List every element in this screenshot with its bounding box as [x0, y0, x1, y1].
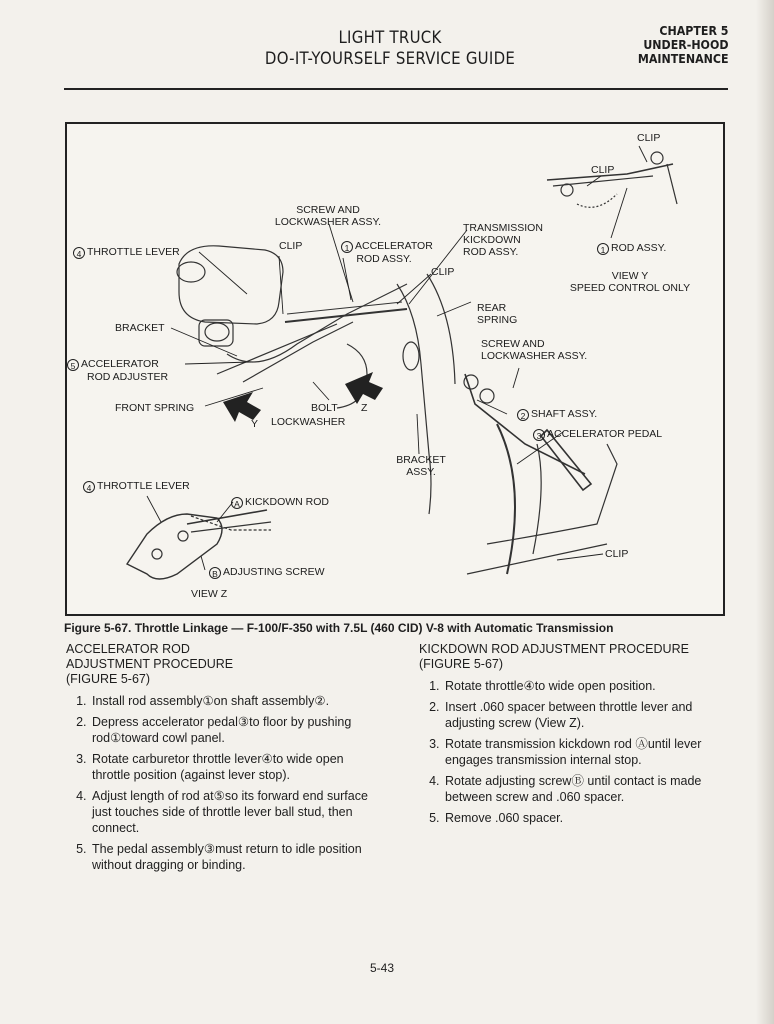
page-edge-shadow	[756, 0, 774, 1024]
list-item: 2. Depress accelerator pedal③to floor by pushing rod①toward cowl panel.	[90, 714, 384, 746]
label-bracket: BRACKET	[115, 322, 165, 334]
chapter-heading	[637, 24, 728, 66]
kickdown-rod-heading: KICKDOWN ROD ADJUSTMENT PROCEDURE (FIGURE 5-67)	[419, 642, 689, 671]
list-item: 5. Remove .060 spacer.	[443, 810, 737, 826]
label-y-marker: Y	[251, 418, 259, 430]
carburetor-inlet	[177, 262, 205, 282]
label-clip-left: CLIP	[279, 240, 303, 252]
chapter-line-1: CHAPTER 5	[658, 24, 728, 38]
label-lockwasher: LOCKWASHER	[271, 416, 346, 428]
page-number: 5-43	[370, 961, 395, 975]
label-clip-view-y: CLIP	[591, 164, 615, 176]
chapter-line-2: UNDER-HOOD	[642, 38, 728, 52]
label-screw-lockwasher-top: SCREW AND LOCKWASHER ASSY.	[274, 204, 382, 228]
title-line-2: DO-IT-YOURSELF SERVICE GUIDE	[264, 49, 516, 69]
throttle-linkage-figure	[65, 122, 725, 616]
accelerator-rod-steps	[66, 693, 384, 873]
label-view-y: VIEW Y SPEED CONTROL ONLY	[569, 270, 691, 294]
list-item: 2. Insert .060 spacer between throttle lever and adjusting screw (View Z).	[443, 699, 737, 731]
list-item: 4. Adjust length of rod at⑤so its forward end surface just touches side of throttle lever ball stud, then connect.	[90, 788, 384, 836]
label-kickdown-rod: A KICKDOWN ROD	[231, 496, 329, 509]
label-throttle-lever-view-z: 4 THROTTLE LEVER	[83, 480, 190, 493]
list-item: 4. Rotate adjusting screwⒷ until contact is made between screw and .060 spacer.	[443, 773, 737, 805]
figure-caption: Figure 5-67. Throttle Linkage — F-100/F-350 with 7.5L (460 CID) V-8 with Automatic Transmission	[64, 621, 614, 635]
list-item: 3. Rotate carburetor throttle lever④to wide open throttle position (against lever stop).	[90, 751, 384, 783]
list-item: 1. Rotate throttle④to wide open position.	[443, 678, 737, 694]
kickdown-rod-steps	[419, 678, 737, 826]
label-accelerator-rod-adjuster: 5 ACCELERATOR ROD ADJUSTER	[67, 358, 168, 383]
label-rod-assy: 1 ROD ASSY.	[597, 242, 666, 255]
label-screw-lockwasher-right: SCREW AND LOCKWASHER ASSY.	[481, 338, 588, 362]
list-item: 3. Rotate transmission kickdown rod Ⓐuntil lever engages transmission internal stop.	[443, 736, 737, 768]
view-y-arrow	[345, 372, 383, 404]
kickdown-rod-procedure	[419, 642, 737, 831]
label-bracket-assy: BRACKET ASSY.	[396, 454, 446, 478]
label-view-z: VIEW Z	[191, 588, 228, 600]
header-rule	[64, 88, 728, 90]
label-adjusting-screw: B ADJUSTING SCREW	[209, 566, 325, 579]
label-rear-spring: REAR SPRING	[477, 302, 518, 326]
label-throttle-lever: 4 THROTTLE LEVER	[73, 246, 180, 259]
label-z-marker: Z	[361, 402, 368, 414]
chapter-line-3: MAINTENANCE	[637, 52, 728, 66]
carburetor-body	[179, 246, 283, 324]
label-transmission-kickdown-rod: TRANSMISSION KICKDOWN ROD ASSY.	[463, 222, 543, 258]
label-clip-bottom: CLIP	[605, 548, 629, 560]
list-item: 5. The pedal assembly③must return to idle position without dragging or binding.	[90, 841, 384, 873]
label-clip-top: CLIP	[637, 132, 661, 144]
label-front-spring: FRONT SPRING	[115, 402, 195, 414]
label-clip-center: CLIP	[431, 266, 455, 278]
label-accelerator-rod-assy: 1 ACCELERATOR ROD ASSY.	[341, 240, 427, 265]
label-shaft-assy: 2 SHAFT ASSY.	[517, 408, 597, 421]
accelerator-rod-heading: ACCELERATOR ROD ADJUSTMENT PROCEDURE (FIGURE 5-67)	[66, 642, 234, 686]
list-item: 1. Install rod assembly①on shaft assembly②.	[90, 693, 384, 709]
accelerator-rod-procedure	[66, 642, 384, 878]
label-accelerator-pedal: 3 ACCELERATOR PEDAL	[533, 428, 662, 441]
title-line-1: LIGHT TRUCK	[338, 28, 442, 48]
label-bolt: BOLT	[311, 402, 338, 414]
page-title	[214, 28, 566, 70]
carburetor-float	[205, 323, 229, 341]
